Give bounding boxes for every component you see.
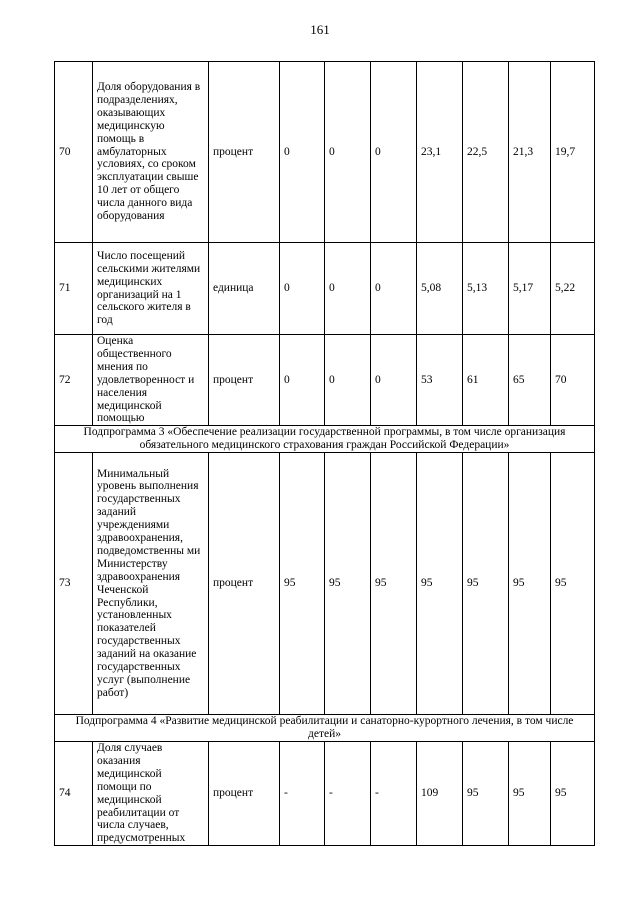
value-cell: 95 xyxy=(371,453,417,715)
value-cell: 95 xyxy=(509,741,551,845)
value-cell: 61 xyxy=(463,335,509,426)
unit-cell: процент xyxy=(209,62,280,243)
value-cell: 95 xyxy=(509,453,551,715)
unit-cell: процент xyxy=(209,741,280,845)
value-cell: 0 xyxy=(280,243,325,335)
table-row xyxy=(55,243,595,335)
row-number: 71 xyxy=(55,243,93,335)
value-cell: 5,08 xyxy=(417,243,463,335)
value-cell: 53 xyxy=(417,335,463,426)
value-cell: 95 xyxy=(325,453,371,715)
indicator-name: Оценка общественного мнения по удовлетворенност и населения медицинской помощью xyxy=(93,335,209,426)
row-number: 73 xyxy=(55,453,93,715)
value-cell: - xyxy=(371,741,417,845)
row-number: 70 xyxy=(55,62,93,243)
unit-cell: процент xyxy=(209,453,280,715)
table-row xyxy=(55,453,595,715)
value-cell: 0 xyxy=(371,335,417,426)
value-cell: 109 xyxy=(417,741,463,845)
value-cell: 0 xyxy=(325,62,371,243)
value-cell: - xyxy=(325,741,371,845)
value-cell: 23,1 xyxy=(417,62,463,243)
indicator-name: Доля случаев оказания медицинской помощи по медицинской реабилитации от числа случаев, предусмотренных xyxy=(93,741,209,845)
indicator-name: Доля оборудования в подразделениях, оказывающих медицинскую помощь в амбулаторных условиях, со сроком эксплуатации свыше 10 лет от общего числа данного вида оборудования xyxy=(93,62,209,243)
indicator-name: Число посещений сельскими жителями медицинских организаций на 1 сельского жителя в год xyxy=(93,243,209,335)
value-cell: 22,5 xyxy=(463,62,509,243)
value-cell: 65 xyxy=(509,335,551,426)
subprogram-row xyxy=(55,715,595,742)
table-row xyxy=(55,335,595,426)
value-cell: 0 xyxy=(325,243,371,335)
value-cell: 95 xyxy=(551,741,595,845)
value-cell: 5,22 xyxy=(551,243,595,335)
value-cell: 0 xyxy=(371,62,417,243)
value-cell: 95 xyxy=(280,453,325,715)
row-number: 72 xyxy=(55,335,93,426)
value-cell: 0 xyxy=(325,335,371,426)
table-row xyxy=(55,741,595,845)
subprogram-title: Подпрограмма 4 «Развитие медицинской реабилитации и санаторно-курортного лечения, в том числе детей» xyxy=(55,715,595,742)
page-number: 161 xyxy=(310,22,330,37)
subprogram-title: Подпрограмма 3 «Обеспечение реализации государственной программы, в том числе организация обязательного медицинского страхования граждан Российской Федерации» xyxy=(55,426,595,453)
table-row xyxy=(55,62,595,243)
value-cell: 19,7 xyxy=(551,62,595,243)
unit-cell: процент xyxy=(209,335,280,426)
value-cell: 21,3 xyxy=(509,62,551,243)
value-cell: 70 xyxy=(551,335,595,426)
value-cell: 0 xyxy=(280,335,325,426)
subprogram-row xyxy=(55,426,595,453)
row-number: 74 xyxy=(55,741,93,845)
indicators-table xyxy=(54,61,595,846)
value-cell: - xyxy=(280,741,325,845)
value-cell: 0 xyxy=(280,62,325,243)
value-cell: 95 xyxy=(417,453,463,715)
value-cell: 95 xyxy=(463,453,509,715)
value-cell: 5,13 xyxy=(463,243,509,335)
unit-cell: единица xyxy=(209,243,280,335)
value-cell: 5,17 xyxy=(509,243,551,335)
value-cell: 95 xyxy=(551,453,595,715)
indicator-name: Минимальный уровень выполнения государственных заданий учреждениями здравоохранения, подведомственны ми Министерству здравоохранения Чеченской Республики, установленных показателей государственных заданий на оказание государственных услуг (выполнение работ) xyxy=(93,453,209,715)
value-cell: 95 xyxy=(463,741,509,845)
value-cell: 0 xyxy=(371,243,417,335)
